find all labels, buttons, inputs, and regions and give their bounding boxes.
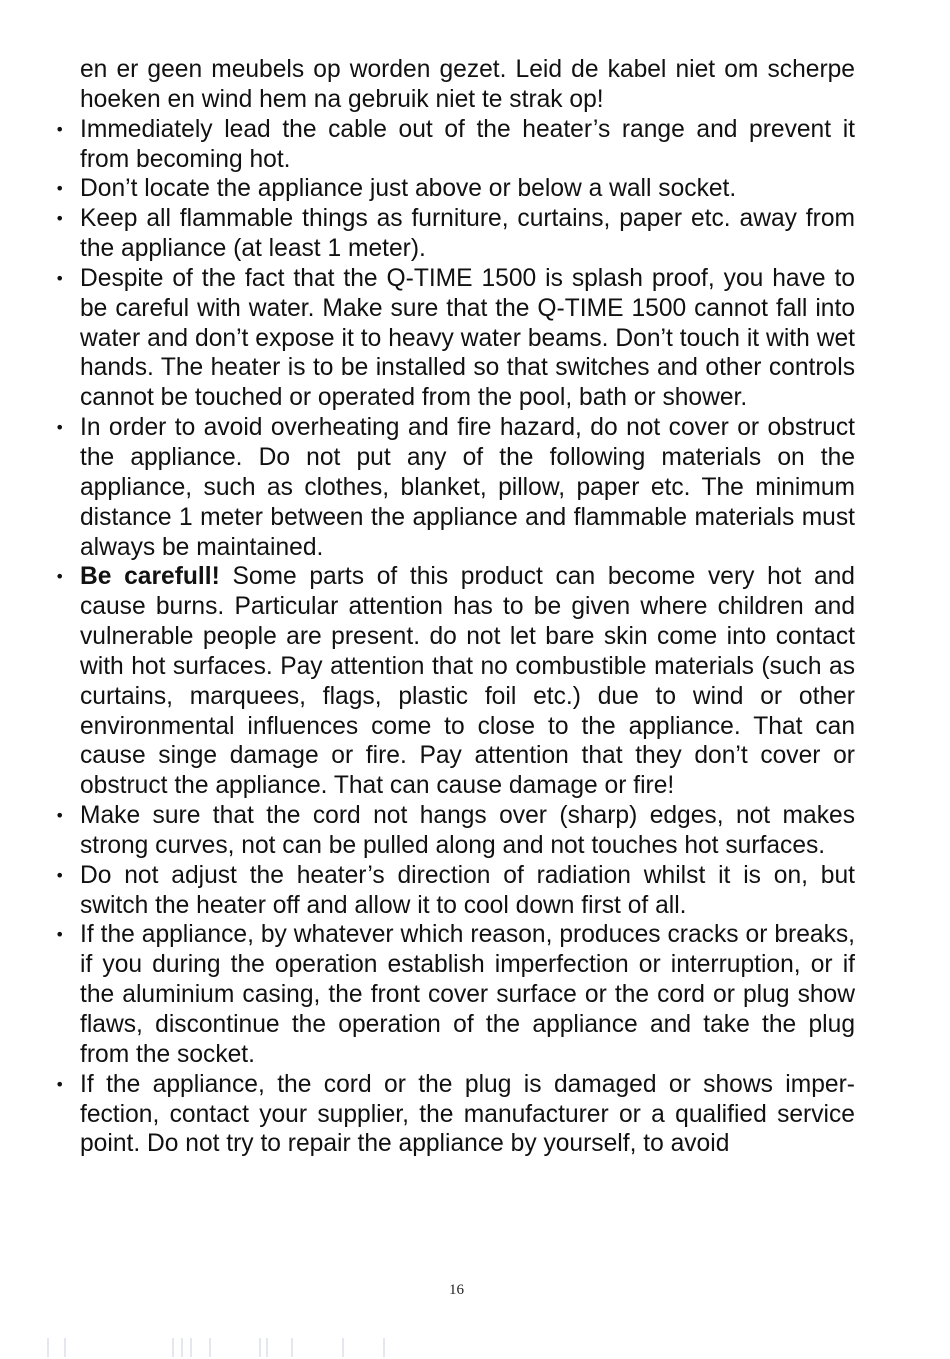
list-item-text: If the appliance, the cord or the plug is damaged or shows imperfection, contact your supplier, the manufacturer or a qualified service point. Do not try to repair the appliance by yourself, to avoid (80, 1070, 855, 1158)
bullet-icon: • (55, 268, 65, 288)
list-item (55, 861, 855, 921)
bullet-icon: • (55, 567, 65, 587)
intro-paragraph: en er geen meubels op worden gezet. Leid de kabel niet om scherpe hoeken en wind hem na gebruik niet te strak op! (80, 56, 855, 113)
bullet-icon: • (55, 179, 65, 199)
list-item-text: Immediately lead the cable out of the heater’s range and prevent it from becoming hot. (80, 115, 855, 173)
bullet-icon: • (55, 806, 65, 826)
list-item-text: In order to avoid overheating and fire hazard, do not cover or obstruct the appliance. Do not put any of the following materials on the appliance, such as clothes, blanket, pillow, paper etc. The minimum distance 1 meter between the appliance and flammable materials must always be maintained. (80, 414, 855, 561)
bullet-icon: • (55, 925, 65, 945)
scan-artifacts (0, 1338, 950, 1359)
list-item-text: Make sure that the cord not hangs over (sharp) edges, not makes strong curves, not can be pulled along and not touches hot surfaces. (80, 802, 855, 859)
list-item (55, 920, 855, 1069)
bullet-icon: • (55, 209, 65, 229)
bullet-icon: • (55, 119, 65, 139)
list-item-text: Don’t locate the appliance just above or below a wall socket. (80, 175, 737, 203)
list-item (55, 174, 855, 204)
safety-instructions-list (55, 115, 855, 1160)
bullet-icon: • (55, 1074, 65, 1094)
list-item (55, 204, 855, 264)
list-item-text: Do not adjust the heater’s direction of radiation whilst it is on, but switch the heater off and allow it to cool down first of all. (80, 861, 855, 919)
warning-lead: Be carefull! (80, 563, 220, 591)
bullet-icon: • (55, 865, 65, 885)
list-item-text: Keep all flammable things as furniture, curtains, paper etc. away from the appliance (at least 1 meter). (80, 205, 855, 263)
page-number: 16 (449, 1282, 464, 1298)
page-body (55, 55, 855, 1159)
bullet-icon: • (55, 418, 65, 438)
list-item-text: If the appliance, by whatever which reason, produces cracks or breaks, if you during the operation establish imperfection or interruption, or if the aluminium casing, the front cover surface or the cord or plug show flaws, discontinue the operation of the appliance and take the plug from the socket. (80, 921, 855, 1068)
list-item (55, 264, 855, 413)
list-item-text: Despite of the fact that the Q-TIME 1500 is splash proof, you have to be careful with water. Make sure that the Q-TIME 1500 cannot fall into water and don’t expose it to heavy water beams. Don’t touch it with wet hands. The heater is to be installed so that switches and other controls cannot be touched or operated from the pool, bath or shower. (80, 264, 855, 412)
list-item (55, 801, 855, 861)
list-item (55, 562, 855, 801)
list-item (55, 413, 855, 562)
list-item-text: Some parts of this product can become very hot and cause burns. Particular attention has to be given where children and vulnerable people are present. do not let bare skin come into contact with hot surfaces. Pay attention that no combustible materials (such as curtains, marquees, flags, plastic foil etc.) due to wind or other environmental influences come to close to the appliance. That can cause singe damage or fire. Pay attention that they don’t cover or obstruct the appliance. That can cause damage or fire! (80, 563, 855, 800)
list-item (55, 1070, 855, 1160)
list-item (55, 115, 855, 175)
